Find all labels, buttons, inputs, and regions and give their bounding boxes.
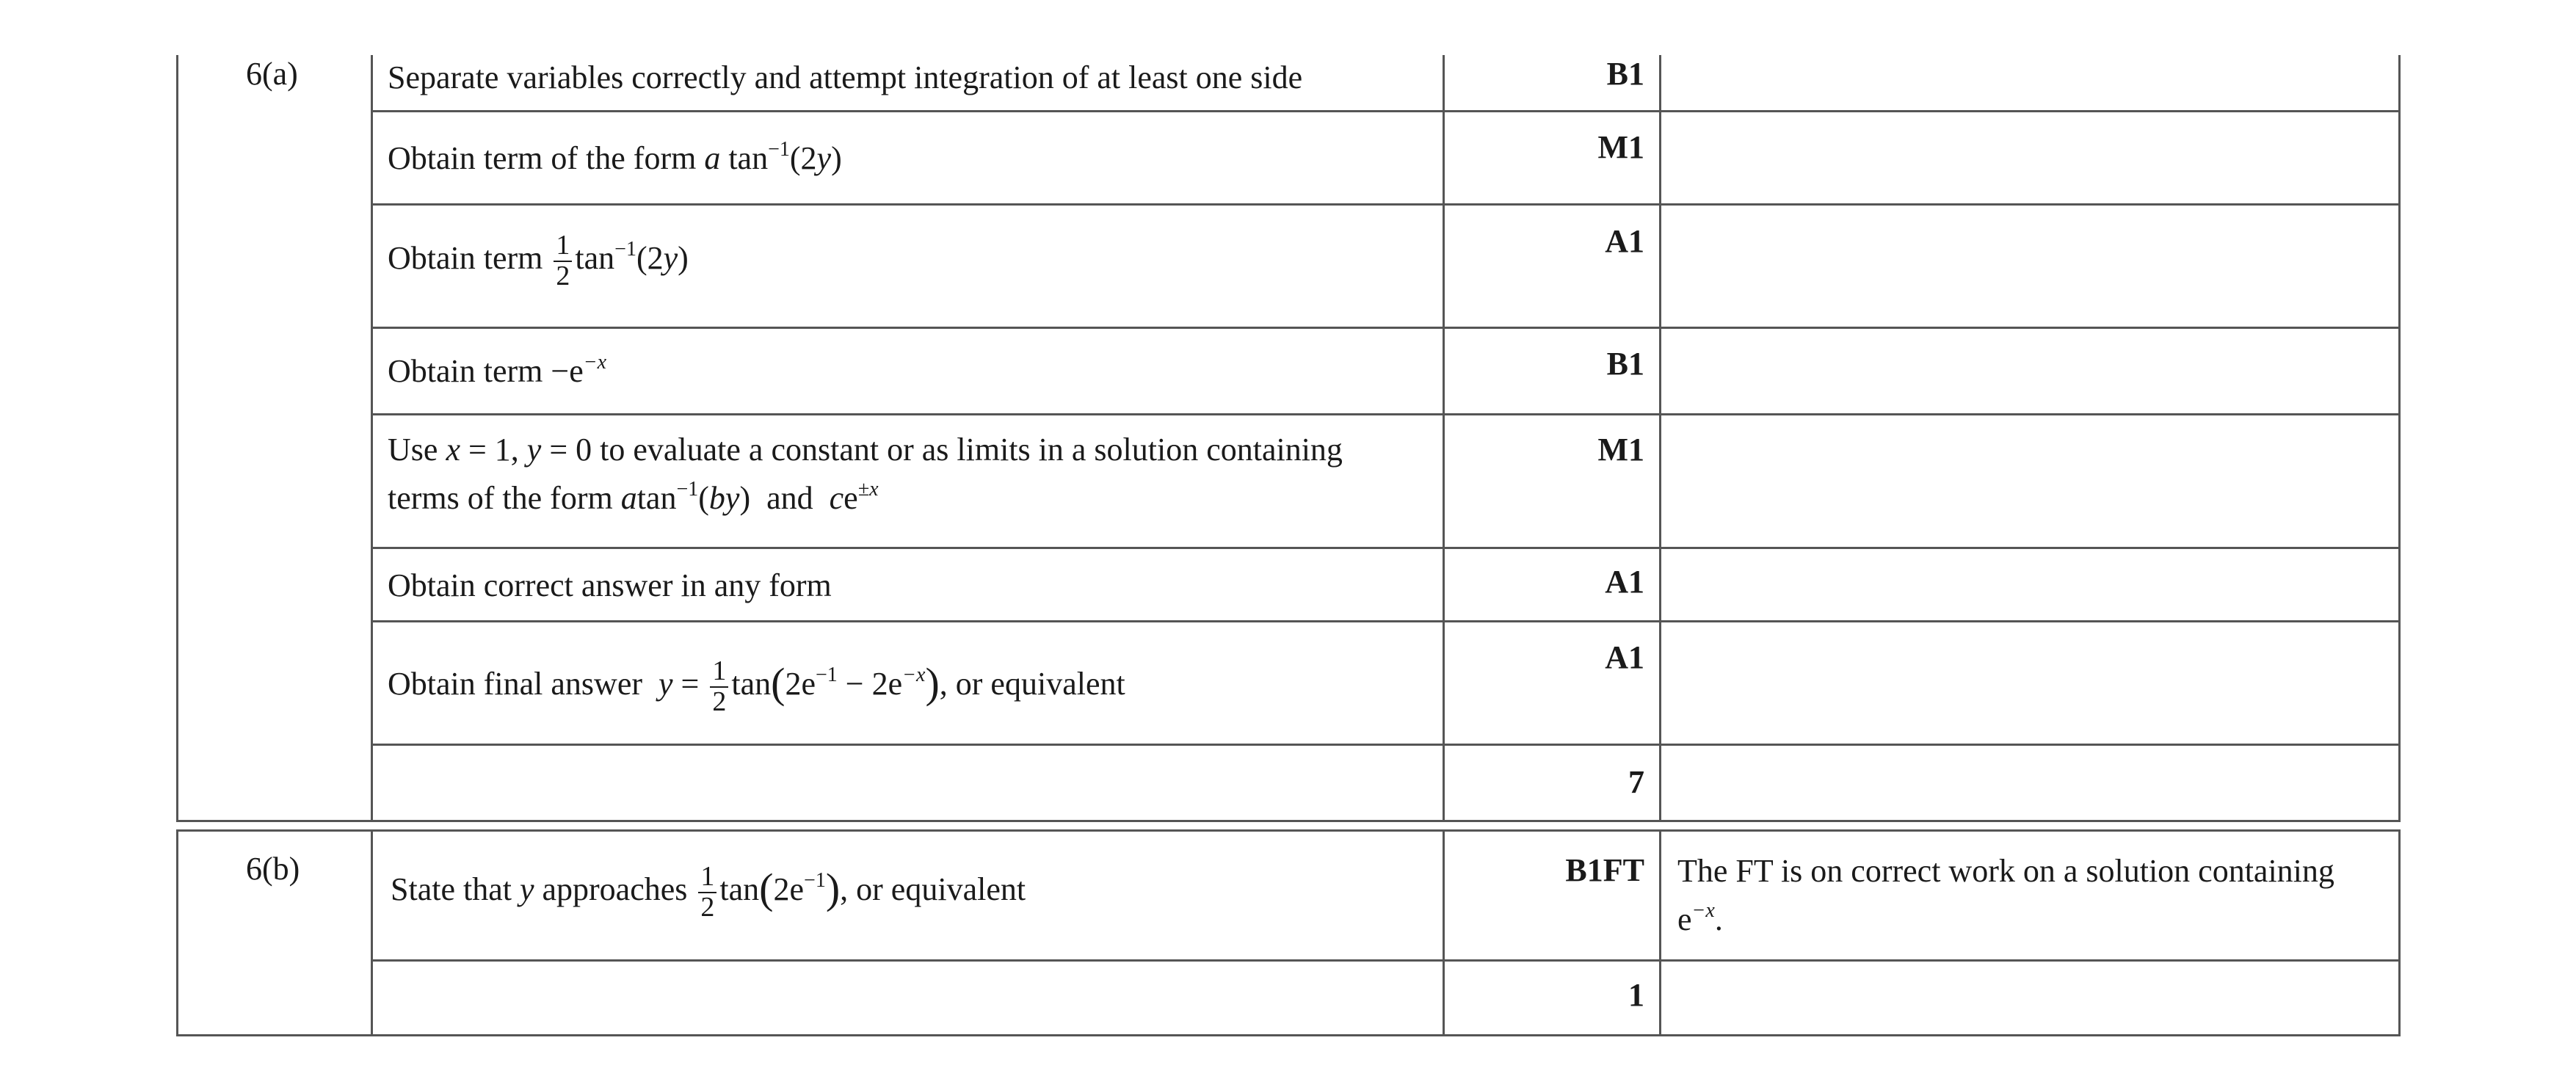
mark-code: M1: [1597, 432, 1644, 468]
column-divider: [1659, 55, 1661, 822]
answer-text: Use x = 1, y = 0 to evaluate a constant or as limits in a solution containing terms of the form atan$^{-1}$(by) and $ce^{\pm x}$: [388, 432, 1343, 516]
fraction: $\frac{1}{2}$: [554, 231, 572, 291]
column-divider: [1659, 829, 1661, 1036]
answer-text: Obtain term of the form a $\tan^{-1}(2y)$: [388, 138, 842, 176]
table-border-bottom: [176, 1034, 2401, 1036]
table-border-top: [176, 829, 2401, 832]
answer-text: Obtain correct answer in any form: [388, 567, 832, 603]
answer-text: Obtain term $\frac{1}{2}$ $\tan^{-1}(2y)$: [388, 230, 689, 291]
column-divider: [1443, 55, 1445, 822]
mark-code: B1: [1606, 346, 1644, 382]
column-divider: [371, 829, 373, 1036]
fraction: $\frac{1}{2}$: [710, 657, 728, 717]
column-divider: [1443, 829, 1445, 1036]
row-divider: [371, 620, 2401, 622]
mark-code: A1: [1605, 564, 1644, 600]
question-number: 6(a): [246, 56, 298, 92]
answer-text: Separate variables correctly and attempt integration of at least one side: [388, 59, 1303, 95]
answer-text: Obtain term $-e^{-x}$: [388, 351, 607, 389]
fraction: $\frac{1}{2}$: [698, 862, 716, 923]
mark-code: M1: [1597, 129, 1644, 165]
question-number: 6(b): [246, 851, 300, 887]
mark-code: A1: [1605, 223, 1644, 259]
row-divider: [371, 413, 2401, 415]
table-border-right: [2398, 829, 2401, 1036]
table-border-left: [176, 55, 178, 822]
row-divider: [371, 203, 2401, 206]
table-border-bottom: [176, 820, 2401, 822]
row-divider: [371, 327, 2401, 329]
mark-scheme-table-6b: [176, 829, 2401, 1036]
mark-total: 7: [1628, 764, 1644, 800]
mark-code: A1: [1605, 639, 1644, 675]
answer-text: State that y approaches $\frac{1}{2}$ $\tan(2e^{-1})$, or equivalent: [391, 861, 1026, 923]
answer-text: Obtain final answer y = $\frac{1}{2}$ $\tan(2e^{-1} - 2e^{-x})$, or equivalent: [388, 655, 1125, 717]
row-divider: [371, 110, 2401, 112]
mark-code: B1FT: [1565, 852, 1644, 888]
guidance-text: The FT is on correct work on a solution containing $e^{-x}$.: [1677, 853, 2334, 937]
table-border-right: [2398, 55, 2401, 822]
mark-code: B1: [1606, 56, 1644, 92]
row-divider: [371, 547, 2401, 549]
table-border-left: [176, 829, 178, 1036]
mark-scheme-table-6a: [176, 55, 2401, 822]
row-divider: [371, 959, 2401, 962]
column-divider: [371, 55, 373, 822]
mark-total: 1: [1628, 977, 1644, 1013]
row-divider: [371, 744, 2401, 746]
